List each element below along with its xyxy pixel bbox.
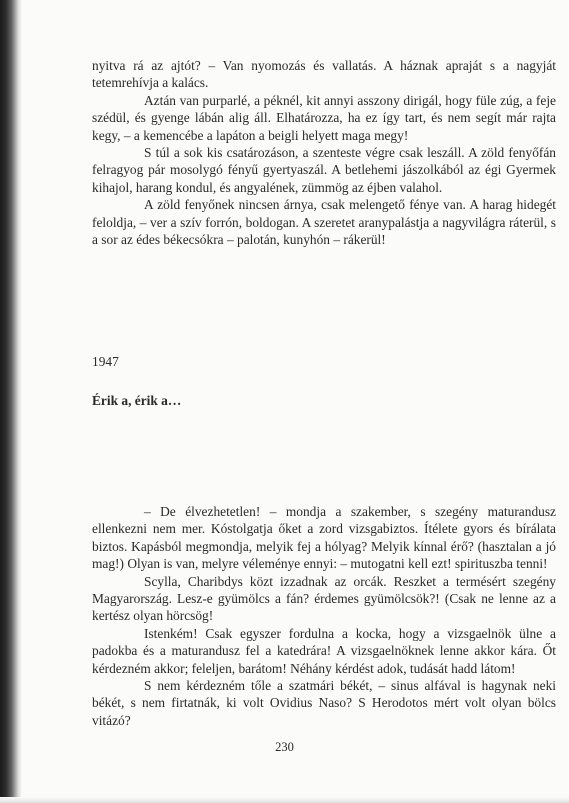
- page-number: 230: [275, 740, 294, 754]
- paragraph: Scylla, Charibdys közt izzadnak az orcák. Reszket a termésért szegény Magyarország. Lesz-e gyümölcs a fán? érdemes gyümölcsök?! (Csak ne lenne az a kertész olyan hörcsög!: [92, 573, 556, 624]
- binding-gutter-shadow: [0, 0, 22, 803]
- top-text-block: [92, 57, 556, 248]
- paragraph: – De élvezhetetlen! – mondja a szakember, s szegény maturandusz ellenkezni nem mer. Kóstolgatja őket a zord vizsgabiztos. Ítélete gyors és bírálata biztos. Kapásból megmondja, melyik fej a hólyag? Melyik kínnal érő? (hasztalan a jó mag!) Olyan is van, melyre véleménye ennyi: – mutogatni kell ezt! spirituszba tenni!: [92, 504, 556, 572]
- paragraph: nyitva rá az ajtót? – Van nyomozás és vallatás. A háznak apraját s a nagyját tetemrehívja a kalács.: [92, 58, 556, 91]
- paragraph: Istenkém! Csak egyszer fordulna a kocka, hogy a vizsgaelnök ülne a padokba és a maturandusz fel a katedrára! A vizsgaelnöknek lenne akkor kára. Őt kérdezném akkor; feleljen, barátom! Néhány kérdést adok, tudását hadd látom!: [92, 625, 556, 676]
- paragraph: Aztán van purparlé, a péknél, kit annyi asszony dirigál, hogy füle zúg, a feje szédül, és gyenge lábán alig áll. Elhatározza, ha ez így tart, és nem segít már rajta kegy, – a kemencébe a lapáton a beigli helyett maga megy!: [92, 92, 556, 143]
- paragraph: S túl a sok kis csatározáson, a szenteste végre csak leszáll. A zöld fenyőfán felragyog pár mosolygó fényű gyertyaszál. A betlehemi jászolkából az égi Gyermek kihajol, harang kondul, és angyalének, zümmög az éjben valahol.: [92, 145, 556, 195]
- paragraph: A zöld fenyőnek nincsen árnya, csak melengető fénye van. A harag hidegét feloldja, – ver a szív forrón, boldogan. A szeretet aranypalástja a nagyvilágra ráterül, s a sor az édes békecsókra – palotán, kunyhón – rákerül!: [92, 197, 556, 248]
- paragraph: S nem kérdezném tőle a szatmári békét, – sinus alfával is hagynak neki békét, s nem firtatnák, ki volt Ovidius Naso? S Herodotos mért volt olyan bölcs vitázó?: [92, 678, 556, 728]
- section-title: Érik a, érik a…: [92, 393, 182, 408]
- page-bottom-edge: [0, 797, 569, 803]
- section-text-block: [92, 503, 556, 729]
- year-heading: 1947: [92, 354, 119, 369]
